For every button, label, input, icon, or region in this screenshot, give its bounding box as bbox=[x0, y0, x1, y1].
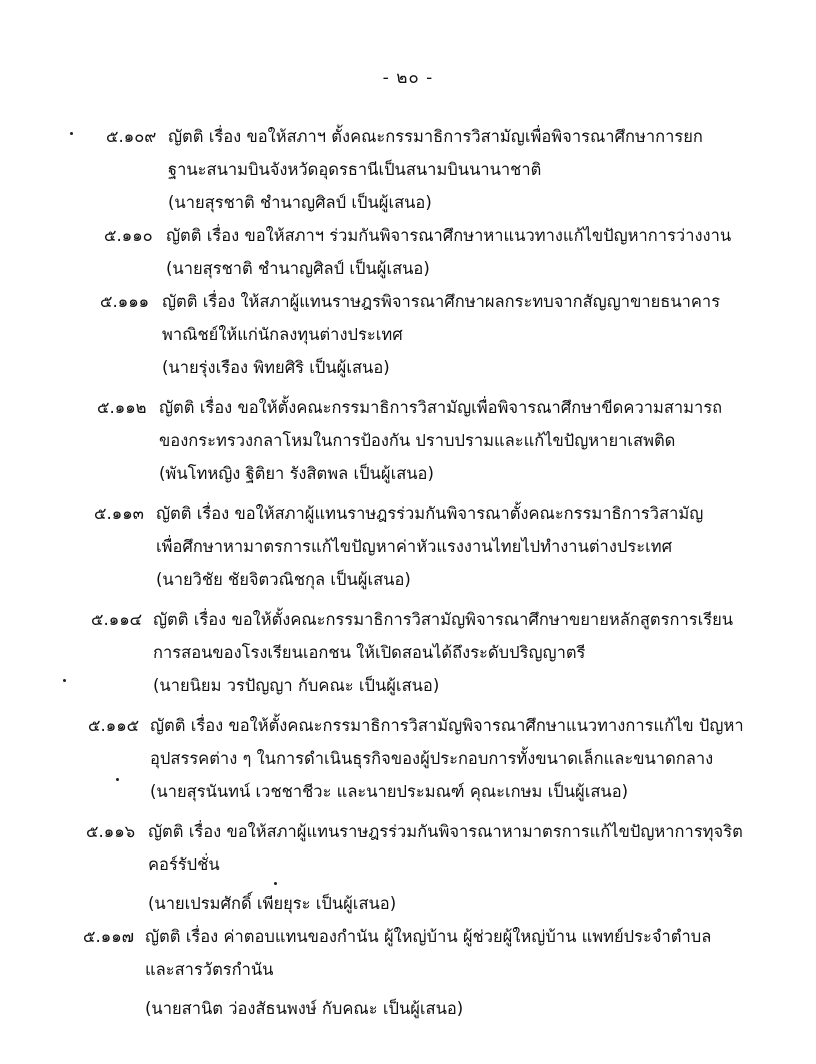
motion-title-line bbox=[97, 391, 722, 424]
motion-proposer: (นายสานิต ว่องสัธนพงษ์ กับคณะ เป็นผู้เสนอ) bbox=[145, 999, 464, 1018]
motion-item bbox=[88, 709, 744, 808]
motion-number: ๕.๑๑๑ bbox=[100, 292, 150, 311]
motion-title: ญัตติ เรื่อง ขอให้สภาฯ ร่วมกันพิจารณาศึกษาหาแนวทางแก้ไขปัญหาการว่างงาน bbox=[166, 226, 732, 245]
motion-number: ๕.๑๑๐ bbox=[104, 226, 153, 245]
motion-title-continuation: การสอนของโรงเรียนเอกชน ให้เปิดสอนได้ถึงระดับปริญญาตรี bbox=[153, 643, 586, 662]
scan-speck bbox=[70, 132, 73, 135]
motion-number: ๕.๑๐๙ bbox=[106, 127, 157, 146]
motion-title: ญัตติ เรื่อง ค่าตอบแทนของกำนัน ผู้ใหญ่บ้าน ผู้ช่วยผู้ใหญ่บ้าน แพทย์ประจำตำบล bbox=[145, 927, 712, 946]
motion-proposer: (นายสุรชาติ ชำนาญศิลป์ เป็นผู้เสนอ) bbox=[168, 193, 432, 212]
motion-title-line bbox=[100, 285, 720, 318]
motion-number: ๕.๑๑๒ bbox=[97, 398, 147, 417]
motion-title: ญัตติ เรื่อง ขอให้ตั้งคณะกรรมาธิการวิสามัญพิจารณาศึกษาแนวทางการแก้ไข ปัญหา bbox=[150, 716, 744, 735]
motion-title: ญัตติ เรื่อง ขอให้สภาฯ ตั้งคณะกรรมาธิการวิสามัญเพื่อพิจารณาศึกษาการยก bbox=[168, 127, 703, 146]
motion-title-continuation: ของกระทรวงกลาโหมในการป้องกัน ปราบปรามและแก้ไขปัญหายาเสพติด bbox=[159, 431, 676, 450]
motion-proposer: (นายสุรชาติ ชำนาญศิลป์ เป็นผู้เสนอ) bbox=[166, 259, 430, 278]
motion-title-continuation: พาณิชย์ให้แก่นักลงทุนต่างประเทศ bbox=[162, 325, 403, 344]
motion-title-continuation: ฐานะสนามบินจังหวัดอุดรธานีเป็นสนามบินนานาชาติ bbox=[168, 160, 542, 179]
motion-title: ญัตติ เรื่อง ขอให้ตั้งคณะกรรมาธิการวิสามัญพิจารณาศึกษาขยายหลักสูตรการเรียน bbox=[153, 610, 734, 629]
motion-number: ๕.๑๑๗ bbox=[83, 927, 135, 946]
motion-item bbox=[83, 920, 711, 1025]
motion-proposer: (นายสุรนันทน์ เวชชาชีวะ และนายประมณฑ์ คุณะเกษม เป็นผู้เสนอ) bbox=[150, 782, 629, 801]
motion-title-line bbox=[91, 603, 733, 636]
motion-item bbox=[100, 285, 720, 384]
motion-title: ญัตติ เรื่อง ขอให้สภาผู้แทนราษฎรร่วมกันพิจารณาตั้งคณะกรรมาธิการวิสามัญ bbox=[156, 504, 704, 523]
motion-proposer: (นายนิยม วรปัญญา กับคณะ เป็นผู้เสนอ) bbox=[153, 676, 440, 695]
motion-title: ญัตติ เรื่อง ให้สภาผู้แทนราษฎรพิจารณาศึกษาผลกระทบจากสัญญาขายธนาคาร bbox=[162, 292, 721, 311]
motion-number: ๕.๑๑๖ bbox=[86, 822, 136, 841]
motion-number: ๕.๑๑๔ bbox=[91, 610, 143, 629]
motion-title-continuation: และสารวัตรกำนัน bbox=[145, 960, 274, 979]
motion-item bbox=[104, 219, 731, 285]
motion-proposer: (พันโทหญิง ฐิติยา รังสิตพล เป็นผู้เสนอ) bbox=[159, 464, 434, 483]
motion-title-line bbox=[94, 497, 703, 530]
scan-speck bbox=[63, 679, 66, 682]
motion-proposer: (นายวิชัย ชัยจิตวณิชกุล เป็นผู้เสนอ) bbox=[156, 570, 411, 589]
scan-speck bbox=[274, 882, 277, 885]
motion-title-line bbox=[106, 120, 703, 153]
motion-title-line bbox=[88, 709, 744, 742]
page-number: - ๒๐ - bbox=[382, 68, 434, 88]
motion-title: ญัตติ เรื่อง ขอให้ตั้งคณะกรรมาธิการวิสามัญเพื่อพิจารณาศึกษาขีดความสามารถ bbox=[159, 398, 723, 417]
motion-item bbox=[86, 815, 743, 920]
motion-item bbox=[97, 391, 722, 490]
motion-title-continuation: เพื่อศึกษาหามาตรการแก้ไขปัญหาค่าหัวแรงงานไทยไปทำงานต่างประเทศ bbox=[156, 537, 673, 556]
scan-speck bbox=[116, 778, 119, 781]
motion-number: ๕.๑๑๓ bbox=[94, 504, 144, 523]
motion-item bbox=[91, 603, 733, 702]
motion-proposer: (นายเปรมศักดิ์ เพียยุระ เป็นผู้เสนอ) bbox=[148, 894, 397, 913]
motion-item bbox=[94, 497, 703, 596]
motion-title: ญัตติ เรื่อง ขอให้สภาผู้แทนราษฎรร่วมกันพิจารณาหามาตรการแก้ไขปัญหาการทุจริต bbox=[148, 822, 743, 841]
motion-proposer: (นายรุ่งเรือง พิทยศิริ เป็นผู้เสนอ) bbox=[162, 358, 390, 377]
motion-title-line bbox=[104, 219, 731, 252]
motion-title-line bbox=[83, 920, 711, 953]
motion-item bbox=[106, 120, 703, 219]
motion-title-continuation: อุปสรรคต่าง ๆ ในการดำเนินธุรกิจของผู้ประกอบการทั้งขนาดเล็กและขนาดกลาง bbox=[150, 749, 714, 768]
motion-title-continuation: คอร์รัปชั่น bbox=[148, 855, 220, 874]
motion-number: ๕.๑๑๕ bbox=[88, 716, 140, 735]
motion-title-line bbox=[86, 815, 743, 848]
